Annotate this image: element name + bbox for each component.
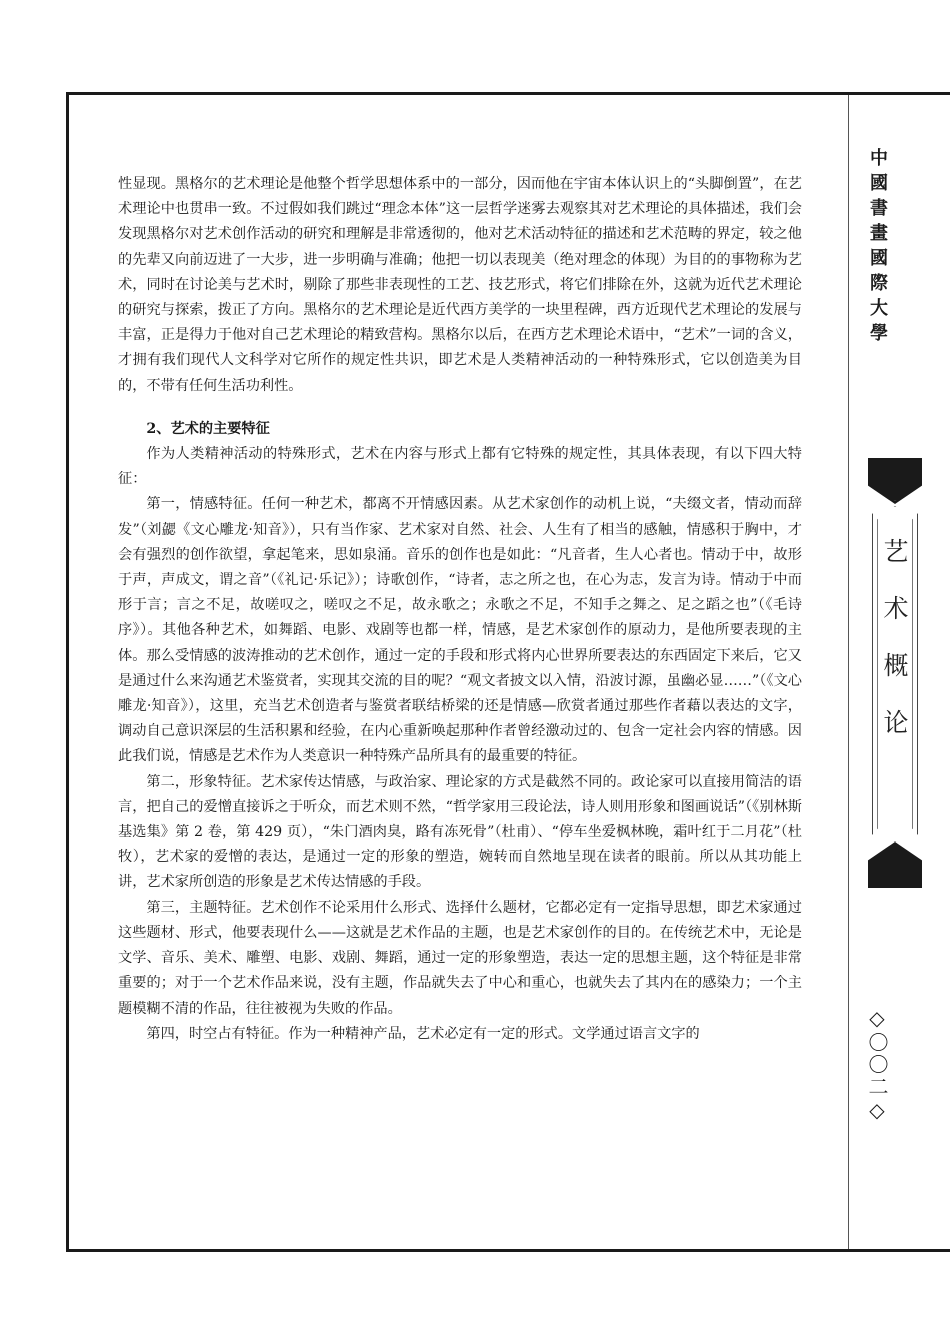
paragraph-1: 性显现。黑格尔的艺术理论是他整个哲学思想体系中的一部分，因而他在宇宙本体认识上的“头脚倒置”，在艺术理论中也贯串一致。不过假如我们跳过“理念本体”这一层哲学迷雾去观察其对艺术理论的具体描述，我们会发现黑格尔对艺术创作活动的研究和理解是非常透彻的，他对艺术活动特征的描述和艺术范畴的界定，较之他的先辈又向前迈进了一大步，进一步明确与准确；他把一切以表现美（绝对理念的体现）为目的的事物称为艺术，同时在讨论美与艺术时，剔除了那些非表现性的工艺、技艺形式，将它们排除在外，这就为近代艺术理论的研究与探索，拨正了方向。黑格尔的艺术理论是近代西方美学的一块里程碑，西方近现代艺术理论的发展与丰富，正是得力于他对自己艺术理论的精致营构。黑格尔以后，在西方艺术理论术语中，“艺术”一词的含义，才拥有我们现代人文科学对它所作的规定性共识，即艺术是人类精神活动的一种特殊形式，它以创造美为目的，不带有任何生活功利性。: [118, 176, 802, 394]
sidebar-divider: [848, 95, 849, 1249]
title-panel-top-cap: [868, 458, 922, 504]
paragraph-3: 第一，情感特征。任何一种艺术，都离不开情感因素。从艺术家创作的动机上说，“夫缀文者，情动而辞发”（刘勰《文心雕龙·知音》），只有当作家、艺术家对自然、社会、人生有了相当的感触，情感积于胸中，才会有强烈的创作欲望，拿起笔来，思如泉涌。音乐的创作也是如此：“凡音者，生人心者也。情动于中，故形于声，声成文，谓之音”（《礼记·乐记》）；诗歌创作，“诗者，志之所之也，在心为志，发言为诗。情动于中而形于言；言之不足，故嗟叹之，嗟叹之不足，故永歌之；永歌之不足，不知手之舞之、足之蹈之也”（《毛诗序》）。其他各种艺术，如舞蹈、电影、戏剧等也都一样，情感，是艺术家创作的原动力，是他所要表现的主体。那么受情感的波涛推动的艺术创作，通过一定的手段和形式将内心世界所要表达的东西固定下来后，它又是通过什么来沟通艺术鉴赏者，实现其交流的目的呢？“观文者披文以入情，沿波讨源，虽幽必显……”（《文心雕龙·知音》），这里，充当艺术创造者与鉴赏者联结桥梁的还是情感—欣赏者通过那些作者藉以表达的文字，调动自己意识深层的生活积累和经验，在内心重新唤起那种作者曾经激动过的、包含一定社会内容的情感。因此我们说，情感是艺术作为人类意识一种特殊产品所具有的最重要的特征。: [118, 496, 802, 765]
book-title: 艺术概论: [880, 538, 909, 766]
publisher-name: 中國書畫國際大學: [867, 148, 888, 348]
paragraph-2: 作为人类精神活动的特殊形式，艺术在内容与形式上都有它特殊的规定性，其具体表现，有以下四大特征：: [118, 446, 802, 488]
title-panel-bottom-cap: [868, 842, 922, 888]
paragraph-4: 第二，形象特征。艺术家传达情感，与政治家、理论家的方式是截然不同的。政论家可以直接用简洁的语言，把自己的爱憎直接诉之于听众，而艺术则不然，“哲学家用三段论法，诗人则用形象和图画说话”（《别林斯基选集》第 2 卷，第 429 页），“朱门酒肉臭，路有冻死骨”（杜甫）、“停车坐爱枫林晚，霜叶红于二月花”（杜牧），艺术家的爱憎的表达，是通过一定的形象的塑造，婉转而自然地呈现在读者的眼前。所以从其功能上讲，艺术家所创造的形象是艺术传达情感的手段。: [118, 773, 802, 891]
paragraph-5: 第三，主题特征。艺术创作不论采用什么形式、选择什么题材，它都必定有一定指导思想，即艺术家通过这些题材、形式，他要表现什么——这就是艺术作品的主题，也是艺术家创作的目的。在传统艺术中，无论是文学、音乐、美术、雕塑、电影、戏剧、舞蹈，通过一定的形象塑造，表达一定的思想主题，这个特征是非常重要的；对于一个艺术作品来说，没有主题，作品就失去了中心和重心，也就失去了其内在的感染力；一个主题模糊不清的作品，往往被视为失败的作品。: [118, 899, 802, 1017]
main-text: [118, 172, 802, 1047]
section-heading: 2、艺术的主要特征: [146, 420, 270, 437]
page-number: ◇〇〇二◇: [865, 1006, 889, 1124]
paragraph-6: 第四，时空占有特征。作为一种精神产品，艺术必定有一定的形式。文学通过语言文字的: [146, 1025, 700, 1042]
